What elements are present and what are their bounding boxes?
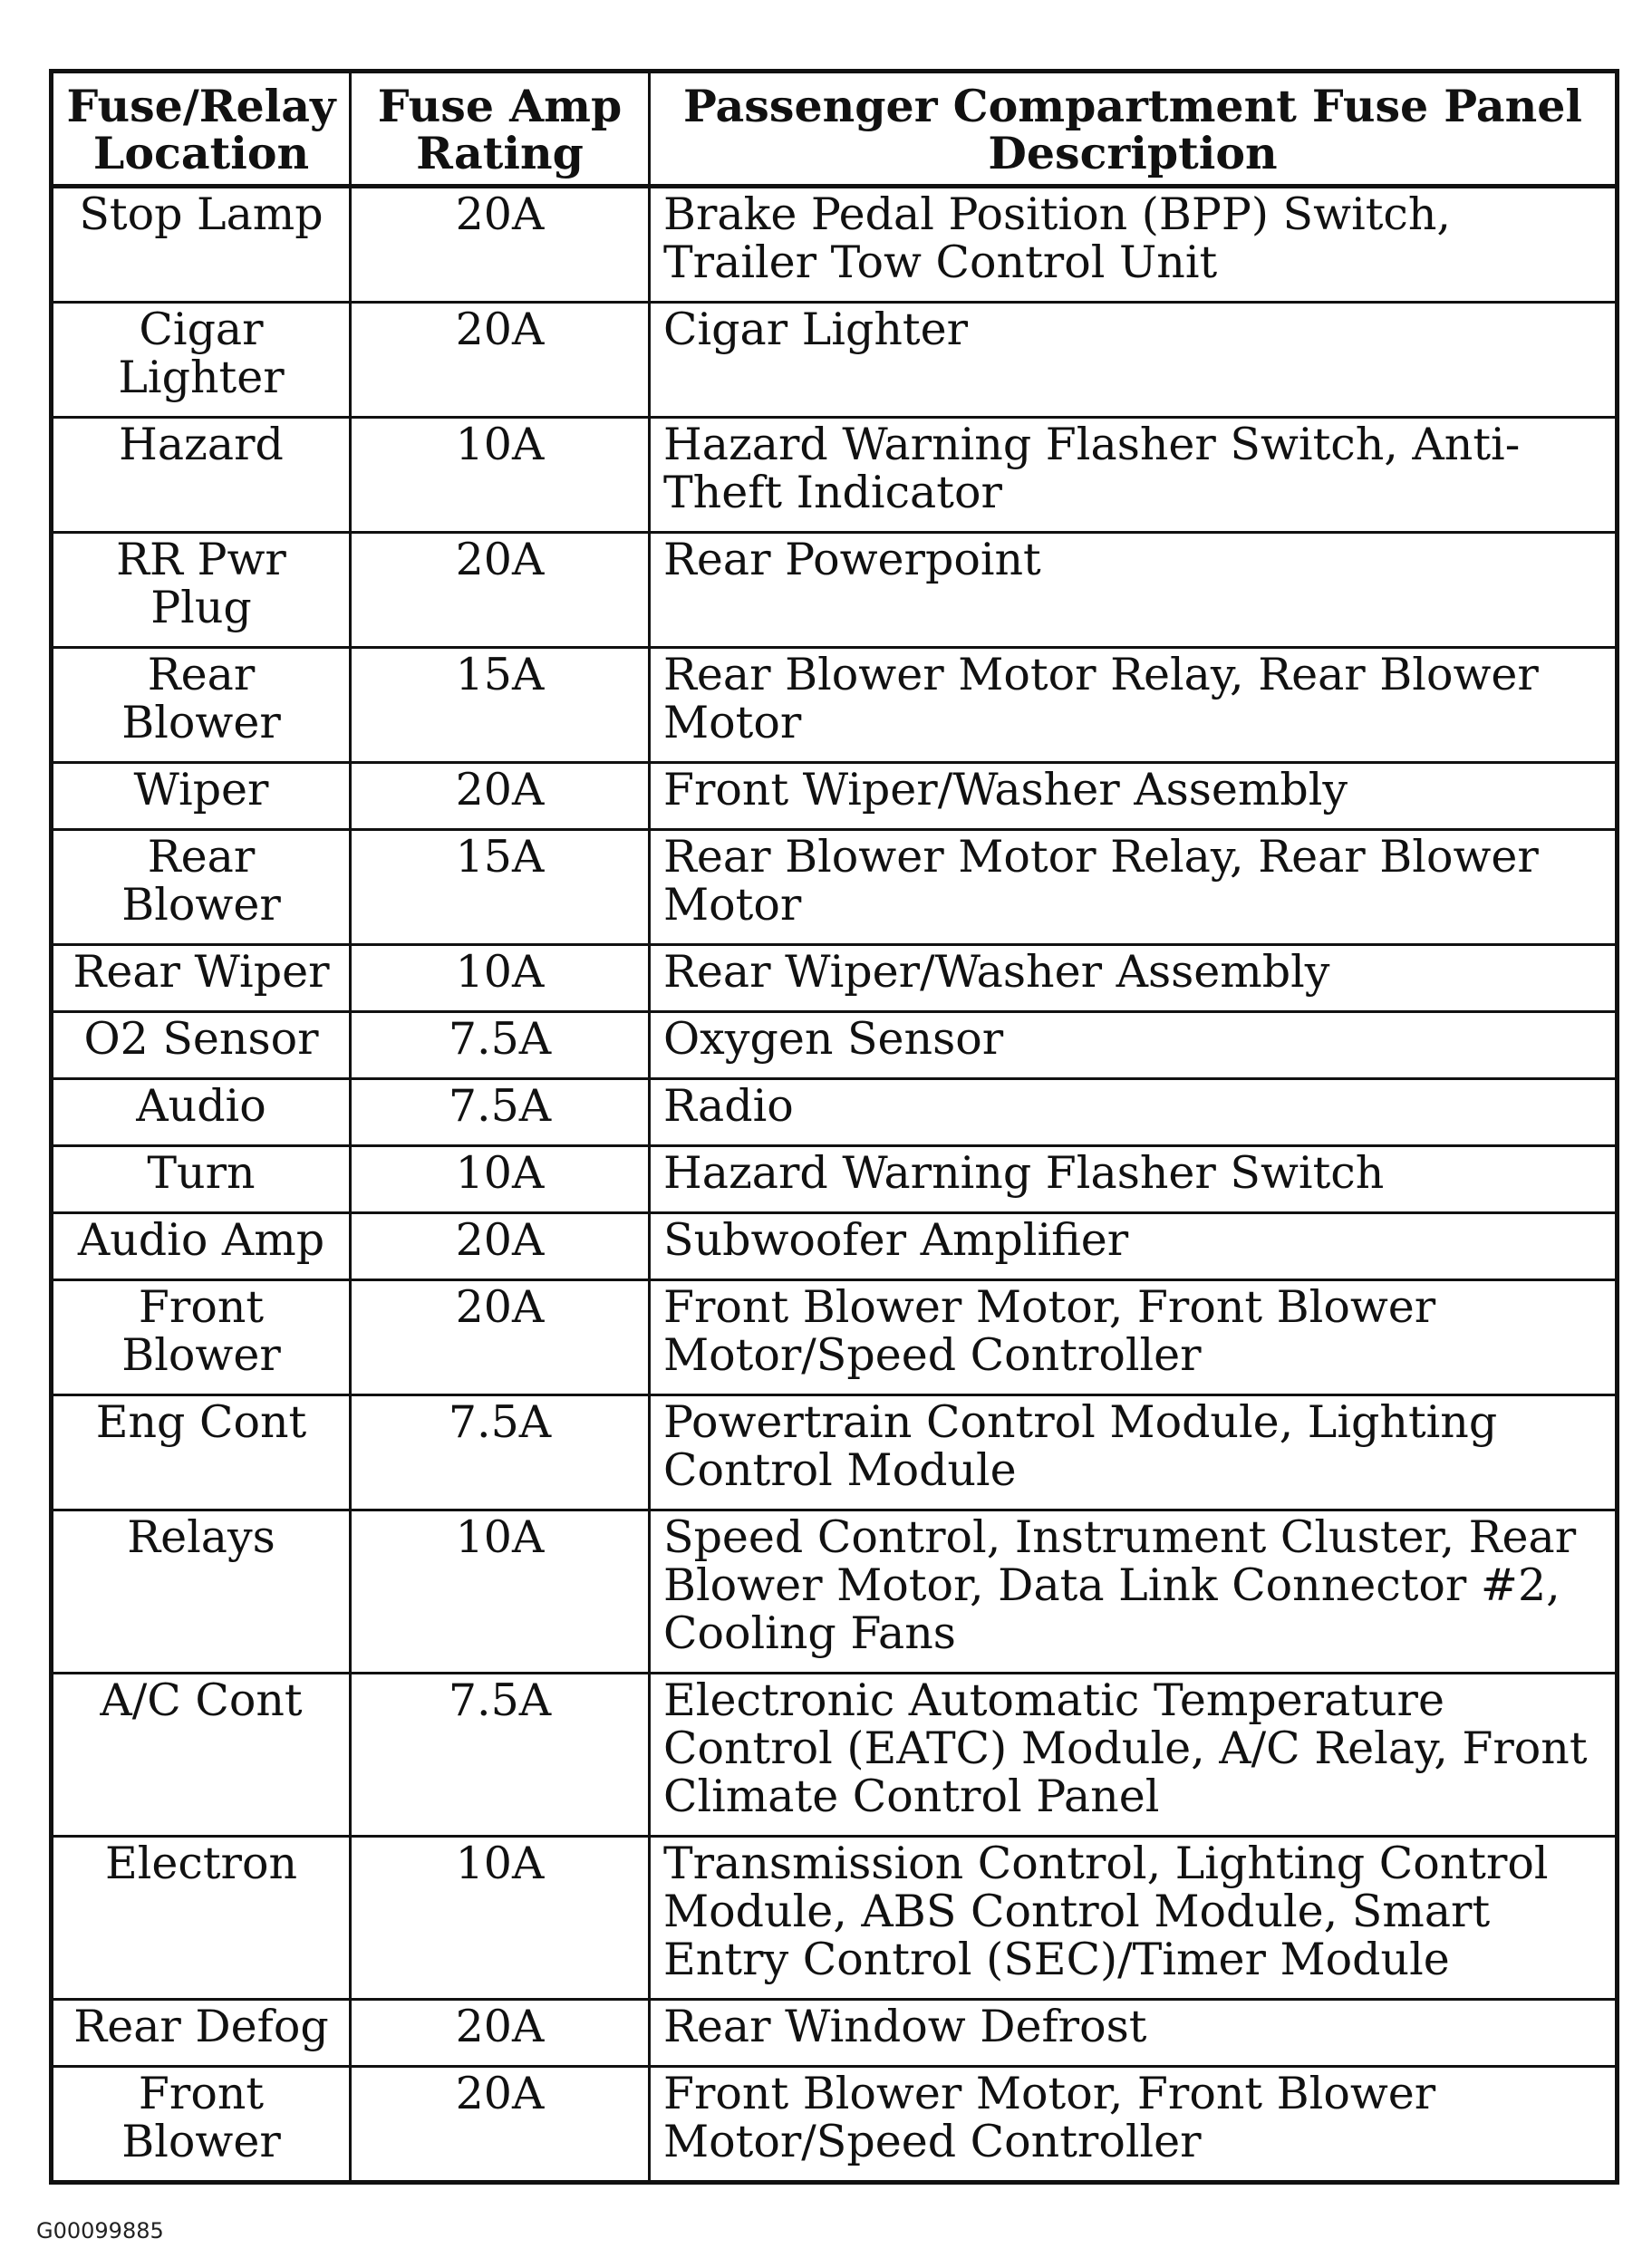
cell-description: Rear Blower Motor Relay, Rear Blower Motor [650, 648, 1618, 763]
table-row [52, 1510, 1618, 1674]
cell-location: Wiper [52, 763, 351, 830]
cell-location: Rear Defog [52, 2000, 351, 2067]
cell-location: Rear Blower [52, 830, 351, 945]
table-row [52, 1213, 1618, 1280]
cell-location: Front Blower [52, 2067, 351, 2183]
cell-amp: 10A [351, 1146, 650, 1213]
table-row [52, 2000, 1618, 2067]
cell-amp: 20A [351, 763, 650, 830]
cell-amp: 20A [351, 187, 650, 303]
cell-location: Turn [52, 1146, 351, 1213]
fuse-table [49, 69, 1619, 2185]
table-header [52, 72, 1618, 187]
table-row [52, 533, 1618, 648]
cell-amp: 10A [351, 945, 650, 1012]
cell-description: Rear Window Defrost [650, 2000, 1618, 2067]
cell-description: Radio [650, 1079, 1618, 1146]
table-row [52, 945, 1618, 1012]
cell-description: Rear Powerpoint [650, 533, 1618, 648]
cell-amp: 7.5A [351, 1674, 650, 1837]
table-row [52, 418, 1618, 533]
cell-location: O2 Sensor [52, 1012, 351, 1079]
cell-description: Front Blower Motor, Front Blower Motor/Speed Controller [650, 1280, 1618, 1395]
cell-amp: 10A [351, 1837, 650, 2000]
header-amp-rating: Fuse Amp Rating [351, 72, 650, 187]
cell-amp: 10A [351, 1510, 650, 1674]
cell-description: Hazard Warning Flasher Switch [650, 1146, 1618, 1213]
cell-description: Transmission Control, Lighting Control Module, ABS Control Module, Smart Entry Control (SEC)/Timer Module [650, 1837, 1618, 2000]
cell-amp: 20A [351, 1213, 650, 1280]
cell-location: Cigar Lighter [52, 303, 351, 418]
table-row [52, 830, 1618, 945]
cell-location: Eng Cont [52, 1395, 351, 1510]
cell-amp: 20A [351, 1280, 650, 1395]
cell-location: Rear Wiper [52, 945, 351, 1012]
cell-amp: 20A [351, 303, 650, 418]
cell-location: A/C Cont [52, 1674, 351, 1837]
cell-location: Hazard [52, 418, 351, 533]
header-location: Fuse/Relay Location [52, 72, 351, 187]
cell-description: Speed Control, Instrument Cluster, Rear Blower Motor, Data Link Connector #2, Cooling Fans [650, 1510, 1618, 1674]
table-row [52, 1079, 1618, 1146]
cell-amp: 7.5A [351, 1012, 650, 1079]
header-description: Passenger Compartment Fuse Panel Description [650, 72, 1618, 187]
cell-description: Front Wiper/Washer Assembly [650, 763, 1618, 830]
cell-description: Oxygen Sensor [650, 1012, 1618, 1079]
cell-location: Front Blower [52, 1280, 351, 1395]
cell-amp: 20A [351, 2000, 650, 2067]
cell-description: Rear Blower Motor Relay, Rear Blower Motor [650, 830, 1618, 945]
table-row [52, 1837, 1618, 2000]
cell-location: Relays [52, 1510, 351, 1674]
cell-amp: 15A [351, 648, 650, 763]
table-row [52, 303, 1618, 418]
table-row [52, 1280, 1618, 1395]
cell-location: Audio Amp [52, 1213, 351, 1280]
cell-amp: 7.5A [351, 1079, 650, 1146]
cell-description: Subwoofer Amplifier [650, 1213, 1618, 1280]
cell-description: Front Blower Motor, Front Blower Motor/Speed Controller [650, 2067, 1618, 2183]
table-row [52, 648, 1618, 763]
cell-location: Rear Blower [52, 648, 351, 763]
cell-location: Audio [52, 1079, 351, 1146]
table-row [52, 1012, 1618, 1079]
cell-description: Hazard Warning Flasher Switch, Anti-Theft Indicator [650, 418, 1618, 533]
cell-description: Cigar Lighter [650, 303, 1618, 418]
figure-id: G00099885 [36, 2218, 164, 2244]
cell-description: Electronic Automatic Temperature Control (EATC) Module, A/C Relay, Front Climate Control Panel [650, 1674, 1618, 1837]
cell-description: Rear Wiper/Washer Assembly [650, 945, 1618, 1012]
cell-location: RR Pwr Plug [52, 533, 351, 648]
cell-location: Stop Lamp [52, 187, 351, 303]
table-row [52, 763, 1618, 830]
table-row [52, 1395, 1618, 1510]
table-row [52, 1146, 1618, 1213]
table-row [52, 2067, 1618, 2183]
cell-description: Powertrain Control Module, Lighting Control Module [650, 1395, 1618, 1510]
table-row [52, 187, 1618, 303]
table-body [52, 187, 1618, 2183]
header-row [52, 72, 1618, 187]
cell-amp: 20A [351, 533, 650, 648]
cell-amp: 20A [351, 2067, 650, 2183]
cell-amp: 10A [351, 418, 650, 533]
table-row [52, 1674, 1618, 1837]
cell-description: Brake Pedal Position (BPP) Switch, Trailer Tow Control Unit [650, 187, 1618, 303]
cell-amp: 15A [351, 830, 650, 945]
cell-location: Electron [52, 1837, 351, 2000]
cell-amp: 7.5A [351, 1395, 650, 1510]
